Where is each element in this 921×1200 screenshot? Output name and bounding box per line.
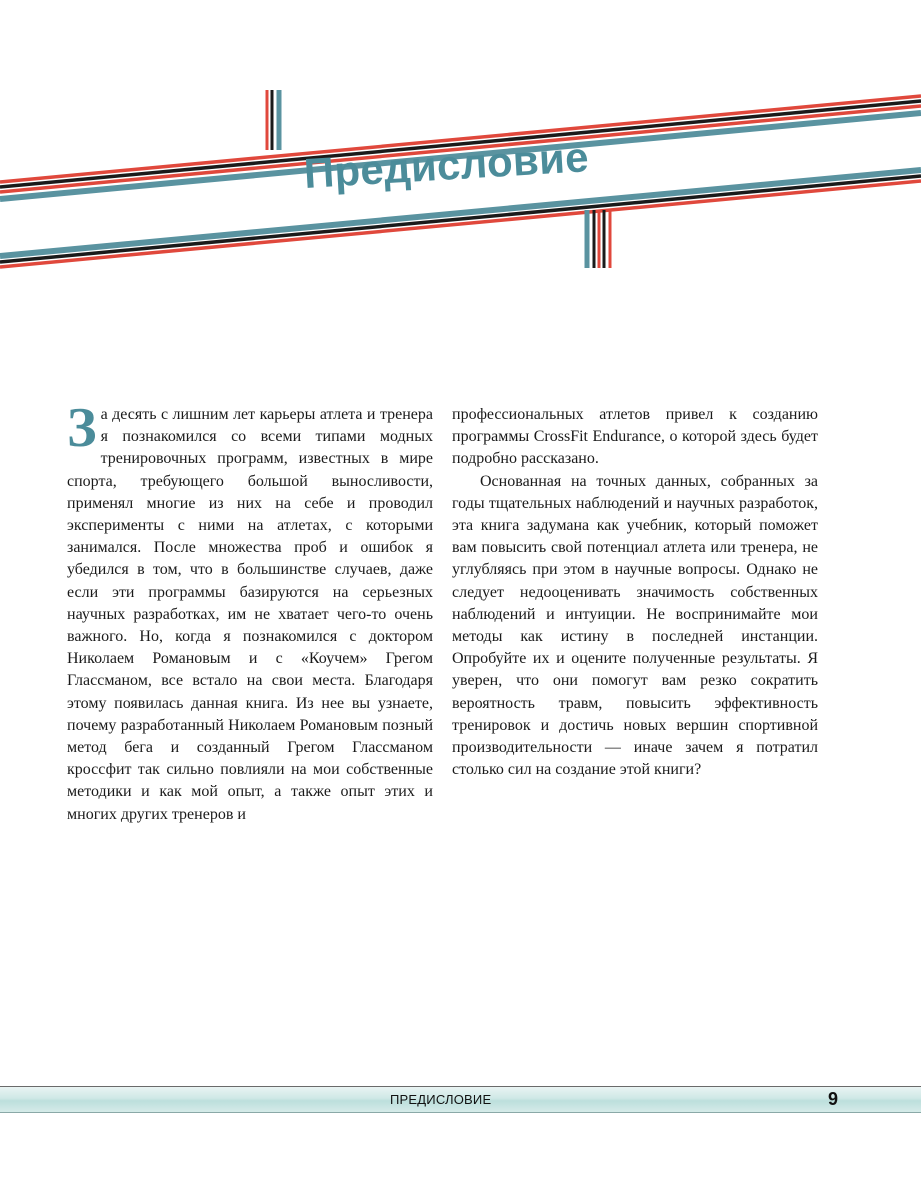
paragraph-intro-text: а десять с лишним лет карьеры атлета и тренера я познакомился со всеми типами модных тренировочных программ, известных в мире спорта, требующего большой выносливости, применял многие из них на себе и проводил эксперименты с ними на атлетах, с которыми занимался. После множества проб и ошибок я убедился в том, что в большинстве случаев, даже если эти программы базируются на серьезных научных разработках, им не хватает чего-то очень важного. Но, когда я познакомился с доктором Николаем Романовым и с «Коучем» Грегом Глассманом, все встало на свои места. Благодаря этому появилась данная книга. Из нее вы узнаете, почему разработанный Николаем Романовым позный метод бега и созданный Грегом Глассманом кроссфит так сильно повлияли на мои собственные методики и как мой опыт, а также опыт этих и многих других тренеров и <box>67 406 433 823</box>
paragraph-main: Основанная на точных данных, собранных за годы тщательных наблюдений и научных разработок, эта книга задумана как учебник, который поможет вам повысить свой потенциал атлета или тренера, не углубляясь при этом в научные вопросы. Однако не следует недооценивать значимость собственных наблюдений и интуиции. Не воспринимайте мои методы как истину в последней инстанции. Опробуйте их и оцените полученные результаты. Я уверен, что они помогут вам резко сократить вероятность травм, повысить эффективность тренировок и достичь новых вершин спортивной производительности — иначе зачем я потратил столько сил на создание этой книги? <box>452 472 818 779</box>
page-title: Предисловие <box>302 133 590 197</box>
drop-cap-letter: З <box>67 397 97 459</box>
paragraph-continuation: профессиональных атлетов привел к созданию программы CrossFit Endurance, о которой здесь будет подробно рассказано. <box>452 406 818 468</box>
text-column-right <box>452 404 818 781</box>
footer-section-label: ПРЕДИСЛОВИЕ <box>390 1092 492 1107</box>
paragraph-intro <box>67 397 433 826</box>
vertical-accent-bottom <box>587 210 610 268</box>
page-number: 9 <box>828 1089 839 1109</box>
text-column-left <box>67 397 433 826</box>
vertical-accent-top <box>267 90 279 150</box>
